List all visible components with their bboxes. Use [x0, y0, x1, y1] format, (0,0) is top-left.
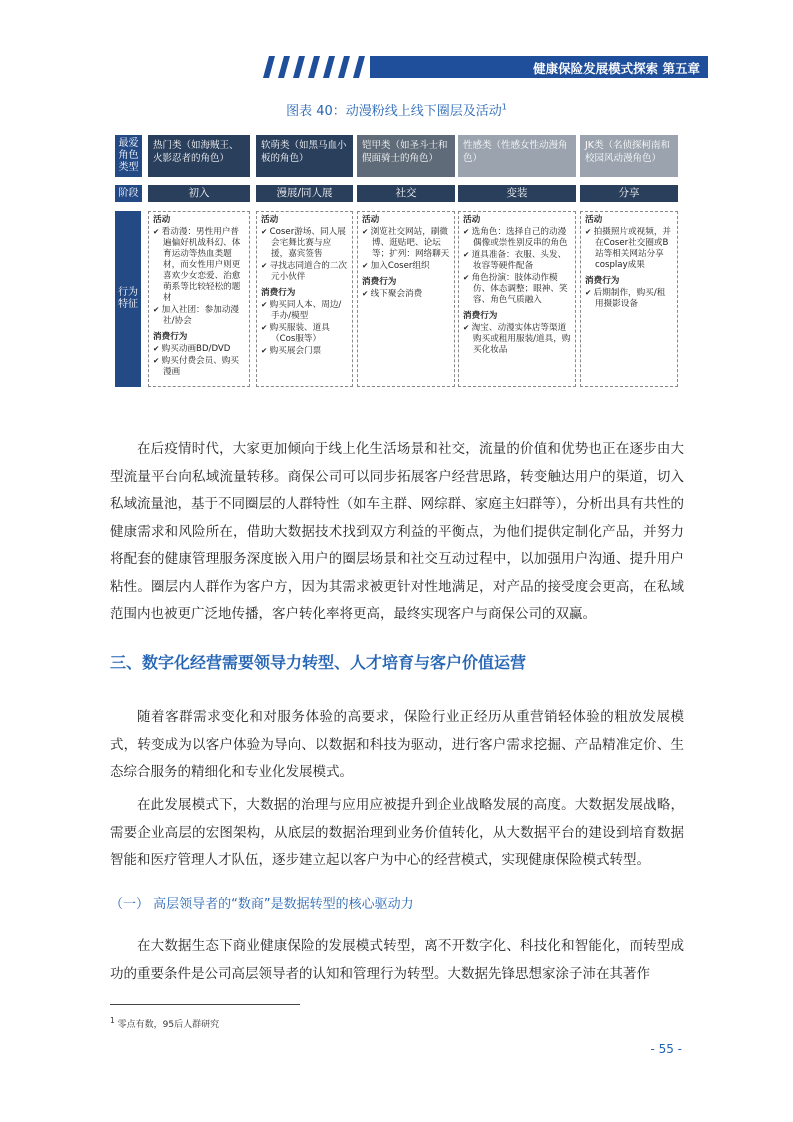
behavior-card-share	[580, 211, 678, 387]
phase-share: 分享	[580, 185, 678, 202]
paragraph-1: 在后疫情时代，大家更加倾向于线上化生活场景和社交，流量的价值和优势也正在逐步由大型流量平台向私域流量转移。商保公司可以同步拓展客户经营思路，转变触达用户的渠道，切入私域流量池，基于不同圈层的人群特性（如车主群、网综群、家庭主妇群等），分析出具有共性的健康需求和风险所在，借助大数据技术找到双方利益的平衡点，为他们提供定制化产品，并努力将配套的健康管理服务深度嵌入用户的圈层场景和社交互动过程中，以加强用户沟通、提升用户粘性。圈层内人群作为客户方，因为其需求被更针对性地满足，对产品的接受度会更高，在私域范围内也被更广泛地传播，客户转化率将更高，最终实现客户与商保公司的双赢。	[110, 441, 684, 622]
card-heading: 消费行为	[463, 311, 498, 321]
behavior-card-dressup	[458, 211, 576, 387]
role-armor: 铠甲类（如圣斗士和假面骑士的角色）	[357, 135, 455, 177]
list-item: ✔ 角色扮演：肢体动作模仿、体态调整；眼神、笑容、角色气质融入	[463, 272, 571, 306]
footnote-divider	[110, 1004, 300, 1005]
list-item: ✔ 购买服装、道具（Cos服等）	[261, 322, 348, 345]
card-heading: 消费行为	[362, 277, 397, 287]
paragraph-3: 在此发展模式下，大数据的治理与应用应被提升到企业战略发展的高度。大数据发展战略，需要企业高层的宏图架构，从底层的数据治理到业务价值转化，从大数据平台的建设到培育数据智能和医疗管理人才队伍，逐步建立起以客户为中心的经营模式，实现健康保险模式转型。	[110, 797, 684, 868]
footnote	[110, 1016, 219, 1030]
list-item: ✔ 看动漫：男性用户普遍偏好机战科幻、体育运动等热血类题材，而女性用户则更喜欢少女恋爱、治愈萌系等比较轻松的题材	[153, 226, 245, 304]
row-label-behavior: 行为特征	[115, 211, 141, 387]
list-item: ✔ 寻找志同道合的二次元小伙伴	[261, 260, 348, 283]
list-item: ✔ 购买付费会员、购买漫画	[153, 355, 245, 378]
list-item: ✔ 加入Coser组织	[362, 260, 450, 272]
header-title: 健康保险发展模式探索 第五章	[533, 61, 700, 76]
section-heading: 三、数字化经营需要领导力转型、人才培育与客户价值运营	[110, 653, 527, 672]
card-heading: 消费行为	[585, 276, 620, 286]
card-heading: 活动	[261, 215, 279, 225]
role-sexy: 性感类（性感女性动漫角色）	[458, 135, 576, 177]
list-item: ✔ 购买同人本、周边/手办/模型	[261, 299, 348, 322]
role-hot: 热门类（如海贼王、火影忍者的角色）	[148, 135, 250, 177]
card-heading: 消费行为	[261, 288, 296, 298]
header-band	[370, 56, 708, 78]
role-jk: JK类（名侦探柯南和校园风动漫角色）	[580, 135, 678, 177]
list-item: ✔ 淘宝、动漫实体店等渠道购买或租用服装/道具，购买化妆品	[463, 322, 571, 356]
behavior-card-entry	[148, 211, 250, 387]
phase-entry: 初入	[148, 185, 250, 202]
list-item: ✔ 加入社团：参加动漫社/协会	[153, 304, 245, 327]
paragraph-2: 随着客群需求变化和对服务体验的高要求，保险行业正经历从重营销轻体验的粗放发展模式，转变成为以客户体验为导向、以数据和科技为驱动，进行客户需求挖掘、产品精准定价、生态综合服务的精细化和专业化发展模式。	[110, 709, 684, 780]
header-stripes	[255, 56, 367, 78]
list-item: ✔ 拍摄照片或视频，并在Coser社交圈或B站等相关网站分享cosplay成果	[585, 226, 673, 271]
phase-social: 社交	[357, 185, 455, 202]
subsection-heading: （一） 高层领导者的“数商”是数据转型的核心驱动力	[110, 897, 414, 912]
behavior-card-social	[357, 211, 455, 387]
list-item: ✔ 线下聚会消费	[362, 288, 450, 300]
list-item: ✔ 购买展会门票	[261, 345, 348, 357]
role-cute: 软萌类（如黑马血小板的角色）	[256, 135, 353, 177]
card-heading: 消费行为	[153, 332, 188, 342]
row-label-phase: 阶段	[115, 185, 142, 202]
behavior-card-convention	[256, 211, 353, 387]
card-heading: 活动	[362, 215, 380, 225]
list-item: ✔ 道具准备：衣服、头发、妆容等硬件配备	[463, 249, 571, 272]
list-item: ✔ 选角色：选择自己的动漫偶像或崇性别反串的角色	[463, 226, 571, 249]
paragraph-4: 在大数据生态下商业健康保险的发展模式转型，离不开数字化、科技化和智能化，而转型成功的重要条件是公司高层领导者的认知和管理行为转型。大数据先锋思想家涂子沛在其著作	[110, 938, 684, 982]
list-item: ✔ Coser游场、同人展会宅舞比赛与应援，嘉宾签售	[261, 226, 348, 260]
figure-title-footnote-mark: 1	[501, 102, 507, 112]
list-item: ✔ 浏览社交网站，刷微博、逛贴吧、论坛等；扩列：网络聊天	[362, 226, 450, 260]
list-item: ✔ 购买动画BD/DVD	[153, 343, 245, 355]
page-number: - 55 -	[650, 1042, 682, 1056]
phase-dressup: 变装	[458, 185, 576, 202]
footnote-text: 零点有数，95后人群研究	[117, 1020, 220, 1030]
card-heading: 活动	[463, 215, 481, 225]
figure-title: 图表 40：动漫粉线上线下圈层及活动$^1$	[286, 102, 507, 119]
fan-circle-diagram	[115, 132, 680, 392]
card-heading: 活动	[585, 215, 603, 225]
footnote-mark: 1	[110, 1016, 115, 1025]
card-heading: 活动	[153, 215, 171, 225]
phase-convention: 漫展/同人展	[256, 185, 353, 202]
row-label-roles: 最爱角色类型	[115, 135, 142, 177]
list-item: ✔ 后期制作，购买/租用摄影设备	[585, 287, 673, 310]
